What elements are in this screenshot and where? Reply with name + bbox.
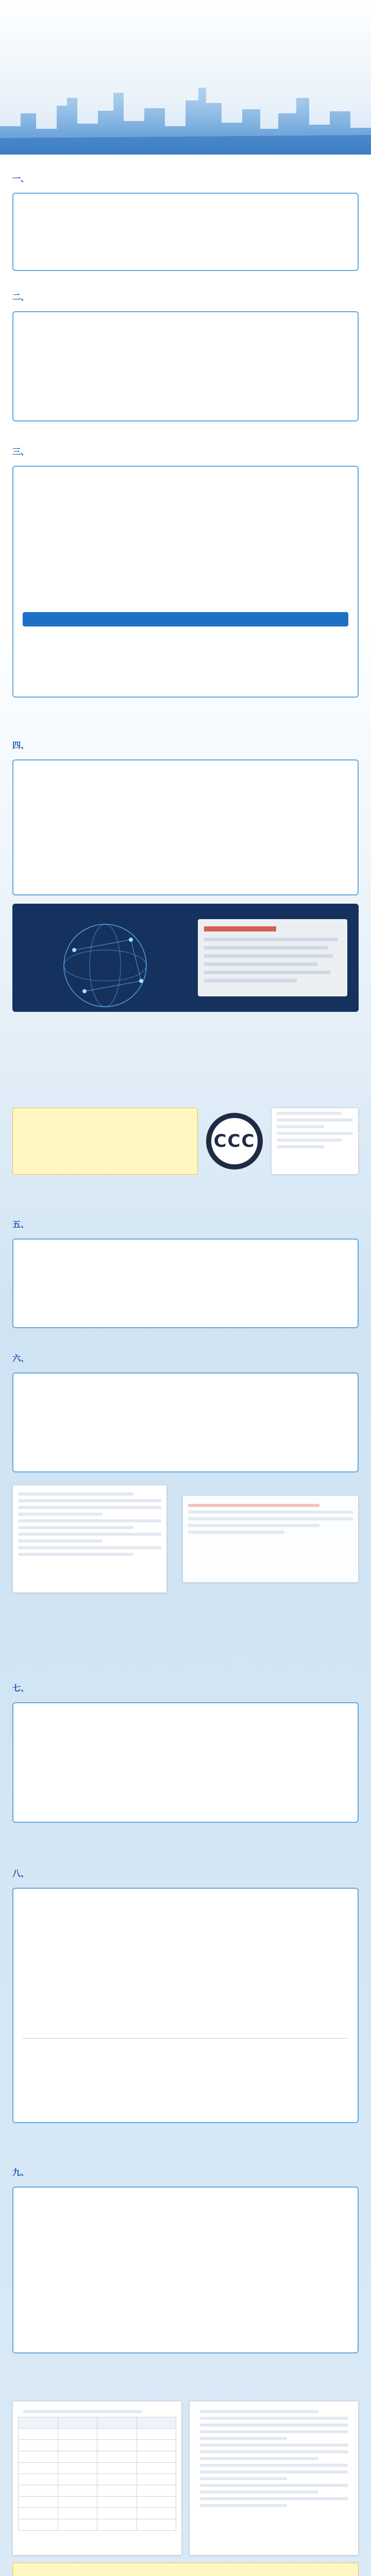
appendix-note bbox=[12, 2563, 359, 2576]
section-2 bbox=[12, 289, 359, 421]
section-8-number: 八、 bbox=[12, 1869, 29, 1878]
section-6-paragraph bbox=[23, 1382, 348, 1393]
section-9 bbox=[12, 2164, 359, 2353]
section-4 bbox=[12, 737, 359, 1012]
section-6-body bbox=[23, 1396, 348, 1463]
ccc-block bbox=[12, 1108, 359, 1175]
section-4-number: 四、 bbox=[12, 740, 29, 750]
section-9-body bbox=[23, 2210, 348, 2344]
section-6-number: 六、 bbox=[12, 1353, 29, 1363]
section-7-body bbox=[23, 1726, 348, 1814]
section-5-paragraph bbox=[23, 1248, 348, 1259]
section-2-card bbox=[12, 311, 359, 421]
section-2-paragraph bbox=[23, 320, 348, 332]
city-skyline-image bbox=[0, 77, 371, 155]
ccc-note bbox=[12, 1108, 198, 1175]
ccc-logo bbox=[206, 1113, 263, 1170]
section-9-paragraph bbox=[23, 2196, 348, 2207]
section-6 bbox=[12, 1350, 359, 1603]
section-4-paragraph bbox=[23, 769, 348, 780]
main-title bbox=[11, 45, 360, 77]
section-3-number: 三、 bbox=[12, 447, 29, 456]
section-6-illustration bbox=[12, 1480, 359, 1603]
section-8-paragraph bbox=[23, 1897, 348, 1908]
section-7 bbox=[12, 1680, 359, 1823]
section-1 bbox=[12, 170, 359, 271]
rules-excerpt-box bbox=[182, 1495, 359, 1583]
section-7-number: 七、 bbox=[12, 1683, 29, 1693]
globe-illustration bbox=[12, 904, 359, 1012]
application-form-table bbox=[18, 2417, 176, 2531]
section-2-number: 二、 bbox=[12, 292, 29, 302]
section-5 bbox=[12, 1216, 359, 1328]
section-3 bbox=[12, 443, 359, 698]
section-7-paragraph bbox=[23, 1711, 348, 1723]
section-8-body bbox=[23, 1911, 348, 2030]
section-1-card bbox=[12, 193, 359, 271]
section-9-card bbox=[12, 2187, 359, 2353]
section-3-paragraph bbox=[23, 475, 348, 486]
section-3-highlight-bar bbox=[23, 612, 348, 626]
section-5-body bbox=[23, 1262, 348, 1319]
section-1-title: 一、 bbox=[12, 174, 29, 183]
network-globe-image bbox=[12, 904, 359, 1012]
section-4-card bbox=[12, 759, 359, 895]
section-7-card bbox=[12, 1702, 359, 1823]
section-5-card bbox=[12, 1239, 359, 1328]
section-2-body bbox=[23, 335, 348, 412]
section-8-card bbox=[12, 1888, 359, 2123]
section-4-body bbox=[23, 783, 348, 886]
section-1-body bbox=[23, 216, 348, 262]
ccc-explanation-box bbox=[271, 1108, 359, 1175]
section-3-body-2 bbox=[23, 632, 348, 688]
ccc-logo-text: CCC bbox=[213, 1131, 256, 1151]
pre-title bbox=[11, 24, 360, 39]
section-6-card bbox=[12, 1372, 359, 1472]
banner bbox=[0, 0, 371, 155]
section-1-paragraph bbox=[23, 202, 348, 213]
section-3-card bbox=[12, 466, 359, 698]
rules-document-image bbox=[12, 1485, 167, 1593]
section-5-number: 五、 bbox=[12, 1219, 29, 1229]
form-appendices bbox=[12, 2401, 359, 2576]
section-8-body-2 bbox=[23, 2047, 348, 2114]
title-block bbox=[11, 24, 360, 77]
commitment-letter-image bbox=[189, 2401, 359, 2555]
section-8 bbox=[12, 1865, 359, 2123]
section-9-number: 九、 bbox=[12, 2167, 29, 2177]
section-3-body bbox=[23, 489, 348, 608]
application-form-image bbox=[12, 2401, 182, 2555]
